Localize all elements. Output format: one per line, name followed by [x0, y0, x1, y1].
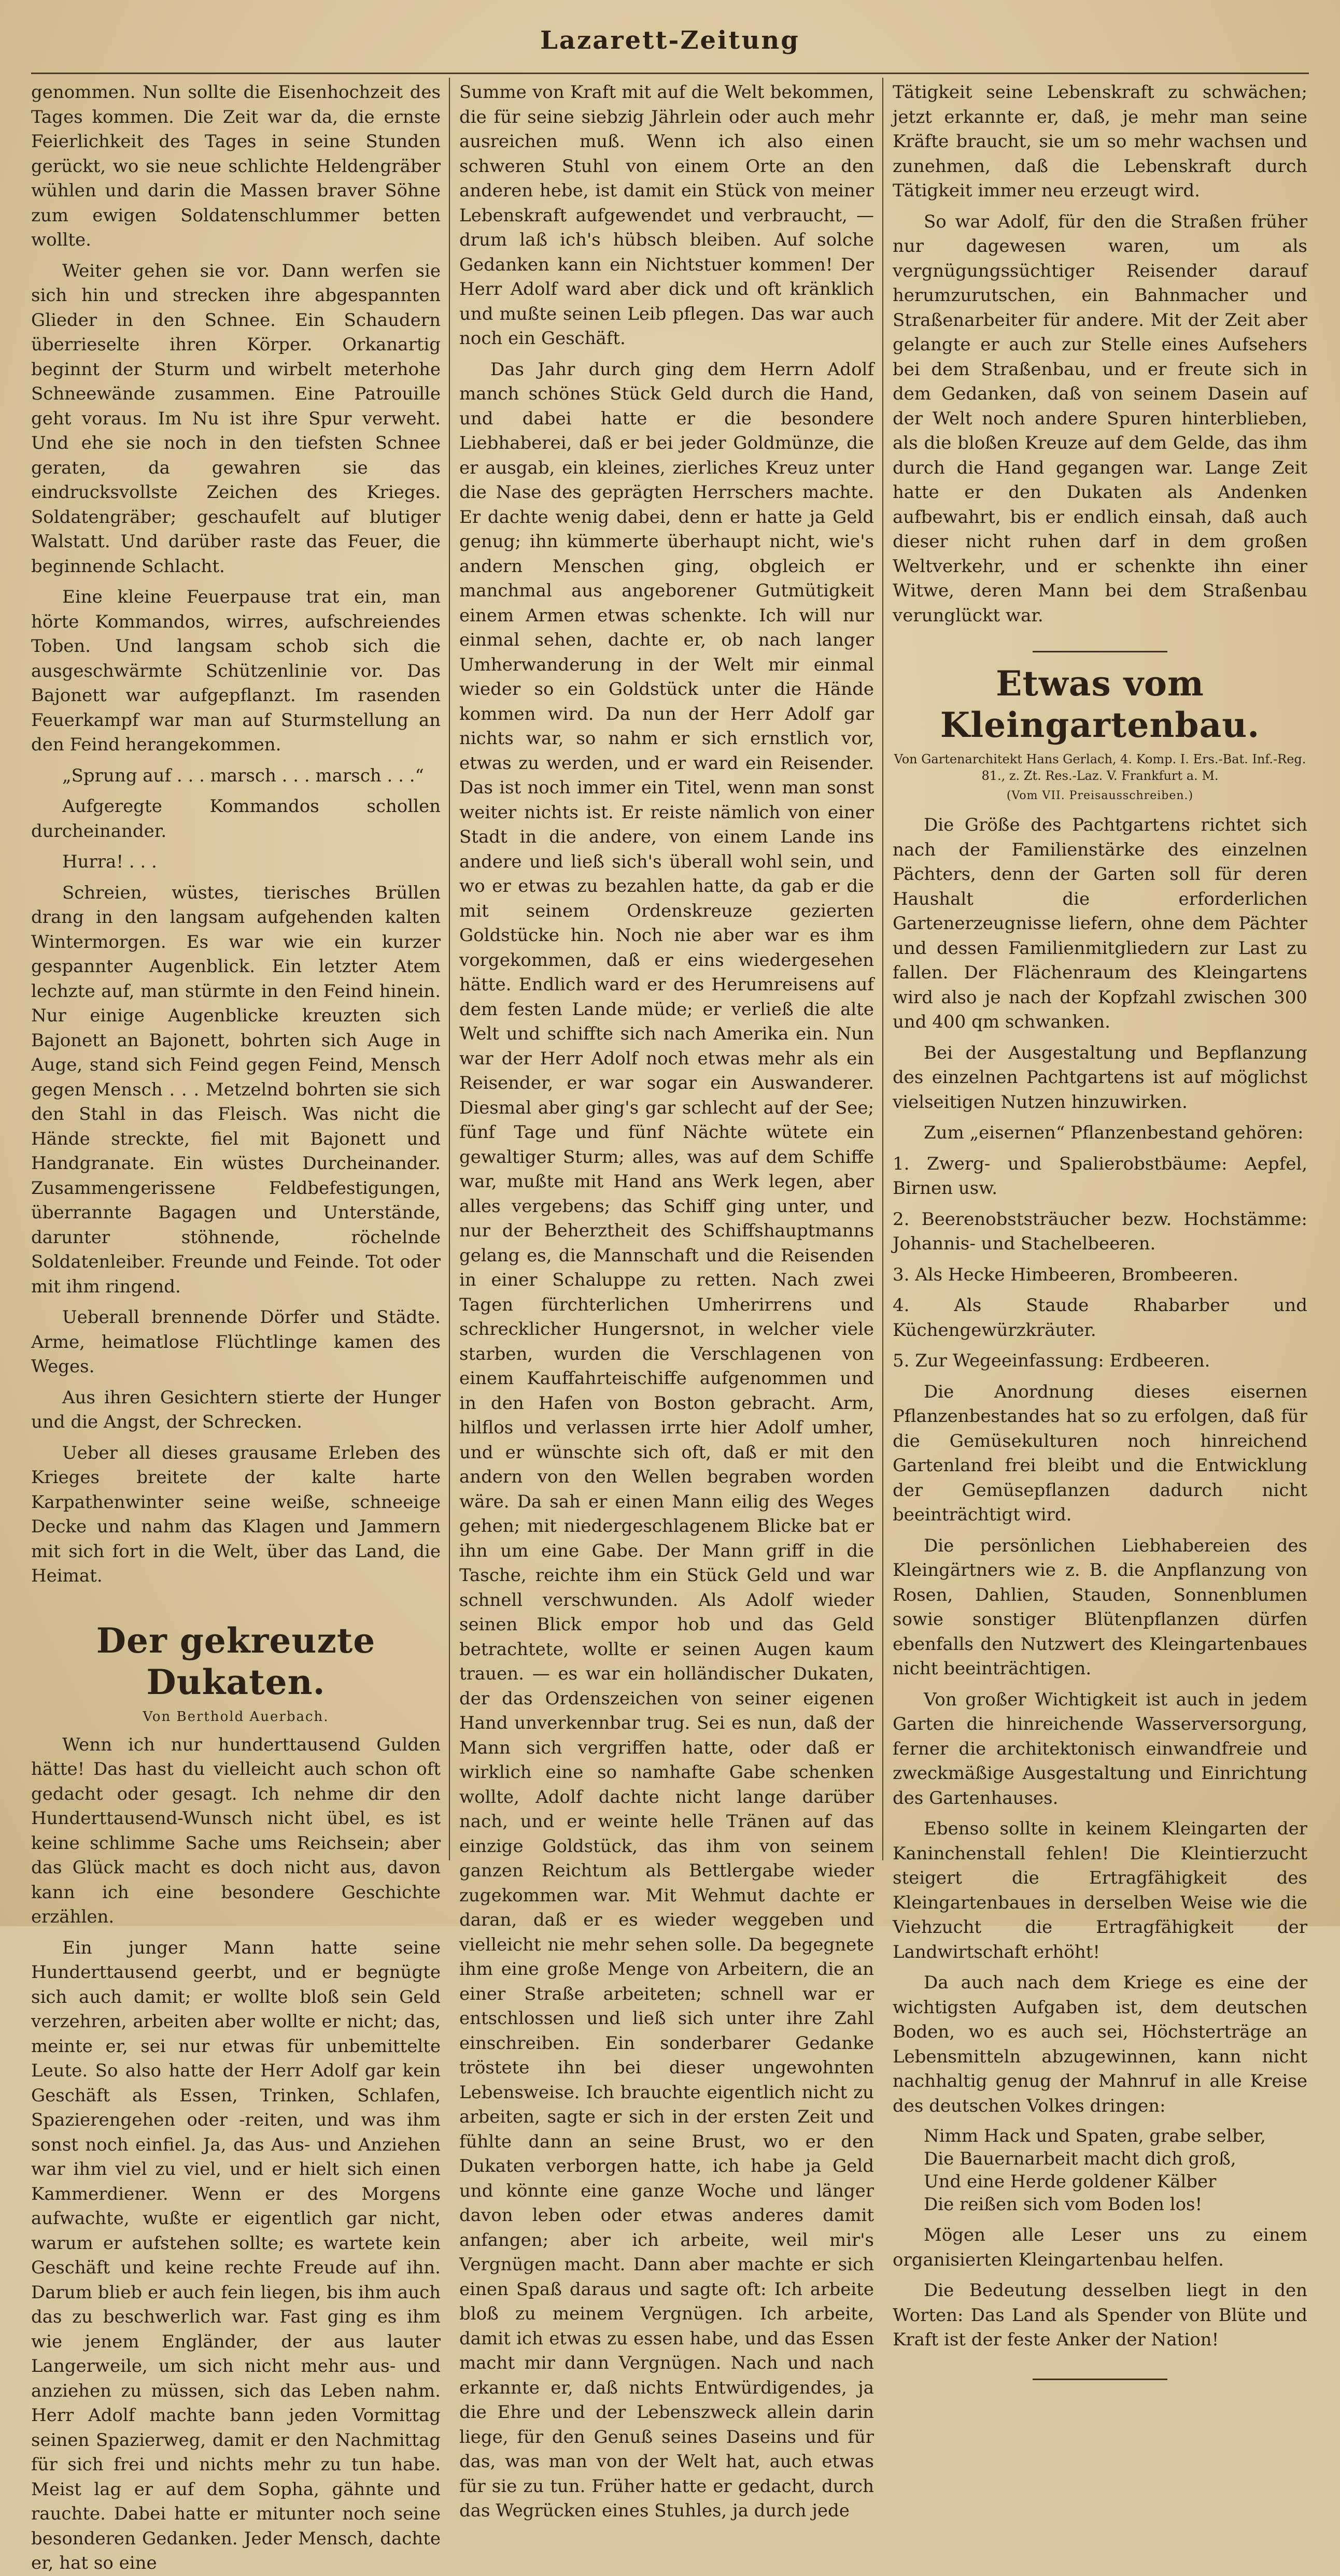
- column-divider-2: [882, 78, 883, 1860]
- poem-line: Und eine Herde goldener Kälber: [924, 2171, 1217, 2192]
- section-divider: [1033, 651, 1167, 652]
- end-ornament: [1033, 2379, 1167, 2380]
- paragraph: Hurra! . . .: [62, 851, 157, 872]
- poem-line: Die Bauernarbeit macht dich groß,: [924, 2148, 1236, 2169]
- paragraph: Ueber all dieses grausame Erleben des Krieges breitete der kalte harte Karpathenwinter seine weiße, schneeige Decke und nahm das Klagen und Jammern mit sich fort in die Welt, über das Land, die Heimat.: [31, 1442, 441, 1586]
- plant-list: [893, 1152, 1307, 1374]
- paragraph: „Sprung auf . . . marsch . . . marsch . . .“: [62, 765, 424, 786]
- article-heading: Der gekreuzte Dukaten.: [96, 1620, 376, 1702]
- column-divider-1: [449, 78, 450, 1860]
- header-rule: [31, 73, 1309, 74]
- paragraph: Ein junger Mann hatte seine Hunderttausend geerbt, und er begnügte sich auch damit; er wollte bloß sein Geld verzehren, arbeiten aber wollte er nicht; das, meinte er, sei nur etwas für unbemittelte Leute. So also hatte der Herr Adolf gar kein Geschäft als Essen, Trinken, Schlafen, Spazierengehen oder -reiten, und was ihm sonst noch einfiel. Ja, das Aus- und Anziehen war ihm viel zu viel, und er hielt sich einen Kammerdiener. Wenn er des Morgens aufwachte, wußte er eigentlich gar nicht, warum er aufstehen sollte; es wartete kein Geschäft und keine rechte Freude auf ihn. Darum blieb er auch fein liegen, bis ihm auch das zu beschwerlich war. Fast ging es ihm wie jenem Engländer, der aus lauter Langerweile, um sich nicht mehr aus- und anziehen zu müssen, sich das Leben nahm. Herr Adolf machte bann jeden Vormittag seinen Spazierweg, damit er den Nachmittag für sich frei und nichts mehr zu tun habe. Meist lag er auf dem Sopha, gähnte und rauchte. Dabei hatte er mitunter noch seine besonderen Gedanken. Jeder Mensch, dachte er, hat so eine: [31, 1937, 441, 2573]
- poem-line: Die reißen sich vom Boden los!: [924, 2194, 1203, 2215]
- paragraph: So war Adolf, für den die Straßen früher nur dagewesen waren, um als vergnügungssüchtiger Reisender darauf herumzurutschen, ein Bahnmacher und Straßenarbeiter für andere. Mit der Zeit aber gelangte er auch zur Stelle eines Aufsehers bei dem Straßenbau, und er freute sich in dem Gedanken, daß von seinem Dasein auf der Welt noch andere Spuren hinterblieben, als die bloßen Kreuze auf dem Gelde, das ihm durch die Hand gegangen war. Lange Zeit hatte er den Dukaten als Andenken aufbewahrt, bis er endlich einsah, daß auch dieser nicht ruhen darf in dem großen Weltverkehr, und er schenkte ihn einer Witwe, deren Mann bei dem Straßenbau verunglückt war.: [893, 211, 1307, 626]
- paragraph: Weiter gehen sie vor. Dann werfen sie sich hin und strecken ihre abgespannten Glieder in den Schnee. Ein Schaudern überrieselte ihren Körper. Orkanartig beginnt der Sturm und wirbelt meterhohe Schneewände zusammen. Eine Patrouille geht voraus. Im Nu ist ihre Spur verweht. Und ehe sie noch in den tiefsten Schnee geraten, da gewahren sie das eindrucksvollste Zeichen des Krieges. Soldatengräber; geschaufelt auf blutiger Walstatt. Und darüber raste das Feuer, die beginnende Schlacht.: [31, 260, 441, 577]
- poem: [924, 2125, 1307, 2216]
- paragraph: Zum „eisernen“ Pflanzenbestand gehören:: [924, 1122, 1304, 1143]
- paragraph: Ebenso sollte in keinem Kleingarten der Kaninchenstall fehlen! Die Kleintierzucht steigert die Ertragfähigkeit des Kleingartenbaues in derselben Weise wie die Viehzucht die Ertragfähigkeit der Landwirtschaft erhöht!: [893, 1818, 1307, 1962]
- column-3: [893, 80, 1307, 2350]
- paragraph: Das Jahr durch ging dem Herrn Adolf manch schönes Stück Geld durch die Hand, und dabei hatte er die besondere Liebhaberei, daß er bei jeder Goldmünze, die er ausgab, ein kleines, zierliches Kreuz unter die Nase des geprägten Herrschers machte. Er dachte wenig dabei, denn er hatte ja Geld genug; ihn kümmerte überhaupt nicht, wie's andern Menschen ging, obgleich er manchmal aus angeborener Gutmütigkeit einem Armen etwas schenkte. Ich will nur einmal sehen, dachte er, ob nach langer Umherwanderung in der Welt mir einmal wieder so ein Goldstück unter die Hände kommen wird. Da nun der Herr Adolf gar nichts war, so nahm er sich ernstlich vor, etwas zu werden, und er ward ein Reisender. Das ist noch immer ein Titel, wenn man sonst weiter nichts ist. Er reiste nämlich von einer Stadt in die andere, von einem Lande ins andere und ließ sich's überall wohl sein, und wo er etwas zu bezahlen hatte, da gab er die mit seinem Ordenskreuze gezierten Goldstücke hin. Noch nie aber war es ihm vorgekommen, daß er eins wiedergesehen hätte. Endlich ward er des Herumreisens auf dem festen Lande müde; er verließ die alte Welt und schiffte sich nach Amerika ein. Nun war der Herr Adolf noch etwas mehr als ein Reisender, er war sogar ein Auswanderer. Diesmal aber ging's gar schlecht auf der See; fünf Tage und fünf Nächte wütete ein gewaltiger Sturm; alles, was auf dem Schiffe war, mußte mit Hand ans Werk legen, aber alles vergebens; das Schiff ging unter, und nur der Beherztheit des Schiffshauptmanns gelang es, die Mannschaft und die Reisenden in einer Schaluppe zu retten. Nach zwei Tagen fürchterlichen Umherirrens und schrecklicher Hungersnot, in welcher viele starben, wurden die Verschlagenen von einem Kauffahrteischiffe aufgenommen und in den Hafen von Boston gebracht. Arm, hilflos und verlassen irrte hier Adolf umher, und er wünschte sich oft, daß er mit den andern von den Wellen begraben worden wäre. Da sah er einen Mann eilig des Weges gehen; mit niedergeschlagenem Blicke bat er ihn um eine Gabe. Der Mann griff in die Tasche, reichte ihm ein Stück Geld und war schnell verschwunden. Als Adolf wieder seinen Blick empor hob und das Geld betrachtete, wollte er seinen Augen kaum trauen. — es war ein holländischer Dukaten, der das Ordenszeichen von seiner eigenen Hand unverkennbar trug. Sei es nun, daß der Mann sich vergriffen hatte, oder daß er wirklich eine so namhafte Gabe schenken wollte, Adolf dachte nicht lange darüber nach, und er weinte helle Tränen auf das einzige Goldstück, das ihm von seinem ganzen Reichtum als Bettlergabe wieder zugekommen war. Mit Wehmut dachte er daran, daß er es wieder weggeben und vielleicht nie mehr sehen solle. Da begegnete ihm eine große Menge von Arbeitern, die an einer Straße arbeiteten; schnell war er entschlossen und ließ sich unter ihre Zahl einschreiben. Ein sonderbarer Gedanke tröstete ihn bei dieser ungewohnten Lebensweise. Ich brauchte eigentlich nicht zu arbeiten, sagte er sich in der ersten Zeit und fühlte dann an seine Brust, wo er den Dukaten verborgen hatte, ich habe ja Geld und könnte eine ganze Woche und länger davon leben oder etwas anderes damit anfangen; aber ich arbeite, weil mir's Vergnügen macht. Dann aber machte er sich einen Spaß daraus und sagte oft: Ich arbeite bloß zu meinem Vergnügen. Ich arbeite, damit ich etwas zu essen habe, und das Essen macht mir dann Vergnügen. Nach und nach erkannte er, daß nichts Entwürdigendes, ja die Ehre und der Lebenszweck allein darin liege, für den Genuß seines Daseins und für das, was man von der Welt hat, auch etwas für sie zu tun. Früher hatte er gedacht, durch das Wegrücken eines Stuhles, ja durch jede: [459, 359, 874, 2521]
- contest-note: (Vom VII. Preisausschreiben.): [1006, 789, 1194, 802]
- paragraph: Mögen alle Leser uns zu einem organisierten Kleingartenbau helfen.: [893, 2225, 1307, 2270]
- paragraph: Wenn ich nur hunderttausend Gulden hätte! Das hast du vielleicht auch schon oft gedacht oder gesagt. Ich nehme dir den Hunderttausend-Wunsch nicht übel, es ist keine schlimme Sache ums Reichsein; aber das Glück macht es doch nicht aus, davon kann ich eine besondere Geschichte erzählen.: [31, 1734, 441, 1927]
- column-2: [459, 80, 874, 2521]
- list-item: 3. Als Hecke Himbeeren, Brombeeren.: [893, 1264, 1238, 1285]
- paragraph: Tätigkeit seine Lebenskraft zu schwächen; jetzt erkannte er, daß, je mehr man seine Kräfte braucht, sie um so mehr wachsen und zunehmen, daß die Lebenskraft durch Tätigkeit immer neu erzeugt wird.: [893, 82, 1307, 201]
- paragraph: Schreien, wüstes, tierisches Brüllen drang in den langsam aufgehenden kalten Wintermorgen. Es war wie ein kurzer gespannter Augenblick. Ein letzter Atem lechzte auf, man stürmte in den Feind hinein. Nur einige Augenblicke kreuzten sich Bajonett an Bajonett, bohrten sich Auge in Auge, stand sich Feind gegen Feind, Mensch gegen Mensch . . . Metzelnd bohrten sie sich den Stahl in das Fleisch. Was nicht die Hände streckte, fiel mit Bajonett und Handgranate. Ein wüstes Durcheinander. Zusammengerissene Feldbefestigungen, überrannte Bagagen und Unterstände, darunter stöhnende, röchelnde Soldatenleiber. Freunde und Feinde. Tot oder mit ihm ringend.: [31, 882, 441, 1297]
- paragraph: Eine kleine Feuerpause trat ein, man hörte Kommandos, wirres, aufschreiendes Toben. Und langsam schob sich die ausgeschwärmte Schützenlinie vor. Das Bajonett war aufgepflanzt. Im rasenden Feuerkampf war man auf Sturmstellung an den Feind herangekommen.: [31, 587, 441, 755]
- list-item: 1. Zwerg- und Spalierobstbäume: Aepfel, Birnen usw.: [893, 1153, 1307, 1199]
- paragraph: Die persönlichen Liebhabereien des Kleingärtners wie z. B. die Anpflanzung von Rosen, Dahlien, Stauden, Sonnenblumen sowie sonstiger Blütenpflanzen dürfen ebenfalls den Nutzwert des Kleingartenbaues nicht beeinträchtigen.: [893, 1535, 1307, 1679]
- article-heading: Etwas vom Kleingartenbau.: [940, 663, 1260, 745]
- article-byline: Von Gartenarchitekt Hans Gerlach, 4. Komp. I. Ers.-Bat. Inf.-Reg. 81., z. Zt. Res.-Laz. V. Frankfurt a. M.: [894, 752, 1306, 783]
- paragraph: Von großer Wichtigkeit ist auch in jedem Garten die hinreichende Wasserversorgung, ferner die architektonisch einwandfreie und zweckmäßige Ausgestaltung und Einrichtung des Gartenhauses.: [893, 1689, 1307, 1809]
- paragraph: Bei der Ausgestaltung und Bepflanzung des einzelnen Pachtgartens ist auf möglichst vielseitigen Nutzen hinzuwirken.: [893, 1042, 1307, 1113]
- paragraph: Die Bedeutung desselben liegt in den Worten: Das Land als Spender von Blüte und Kraft ist der feste Anker der Nation!: [893, 2280, 1307, 2350]
- poem-line: Nimm Hack und Spaten, grabe selber,: [924, 2126, 1266, 2146]
- list-item: 4. Als Staude Rhabarber und Küchengewürzkräuter.: [893, 1295, 1307, 1341]
- masthead: Lazarett-Zeitung: [540, 26, 800, 55]
- paragraph: Die Größe des Pachtgartens richtet sich nach der Familienstärke des einzelnen Pächters, denn der Garten soll für deren Haushalt die erforderlichen Gartenerzeugnisse liefern, ohne dem Pächter und dessen Familienmitgliedern zur Last zu fallen. Der Flächenraum des Kleingartens wird also je nach der Kopfzahl zwischen 300 und 400 qm schwanken.: [893, 815, 1307, 1032]
- column-1: [31, 80, 441, 2573]
- paragraph: Aus ihren Gesichtern stierte der Hunger und die Angst, der Schrecken.: [31, 1387, 441, 1432]
- list-item: 5. Zur Wegeeinfassung: Erdbeeren.: [893, 1350, 1210, 1371]
- paragraph: Da auch nach dem Kriege es eine der wichtigsten Aufgaben ist, dem deutschen Boden, wo es auch sei, Höchsterträge an Lebensmitteln abzugewinnen, kann nicht nachhaltig genug der Mahnruf in alle Kreise des deutschen Volkes dringen:: [893, 1972, 1307, 2116]
- list-item: 2. Beerenobststräucher bezw. Hochstämme: Johannis- und Stachelbeeren.: [893, 1208, 1307, 1254]
- paragraph: genommen. Nun sollte die Eisenhochzeit des Tages kommen. Die Zeit war da, die ernste Feierlichkeit des Tages in seine Stunden gerückt, wo sie neue schlichte Heldengräber wühlen und darin die Massen braver Söhne zum ewigen Soldatenschlummer betten wollte.: [31, 82, 441, 250]
- paragraph: Summe von Kraft mit auf die Welt bekommen, die für seine siebzig Jährlein oder auch mehr ausreichen muß. Wenn ich also einen schweren Stuhl von einem Orte an den anderen hebe, ist damit ein Stück von meiner Lebenskraft aufgewendet und verbraucht, — drum laß ich's hübsch bleiben. Auf solche Gedanken kann ein Nichtstuer kommen! Der Herr Adolf ward aber dick und oft kränklich und mußte seinen Leib pflegen. Das war auch noch ein Geschäft.: [459, 82, 874, 349]
- paragraph: Aufgeregte Kommandos schollen durcheinander.: [31, 796, 441, 842]
- paragraph: Ueberall brennende Dörfer und Städte. Arme, heimatlose Flüchtlinge kamen des Weges.: [31, 1307, 441, 1377]
- article-byline: Von Berthold Auerbach.: [143, 1709, 329, 1725]
- paragraph: Die Anordnung dieses eisernen Pflanzenbestandes hat so zu erfolgen, daß für die Gemüsekulturen noch hinreichend Gartenland frei bleibt und die Entwicklung der Gemüsepflanzen dadurch nicht beeinträchtigt wird.: [893, 1381, 1307, 1525]
